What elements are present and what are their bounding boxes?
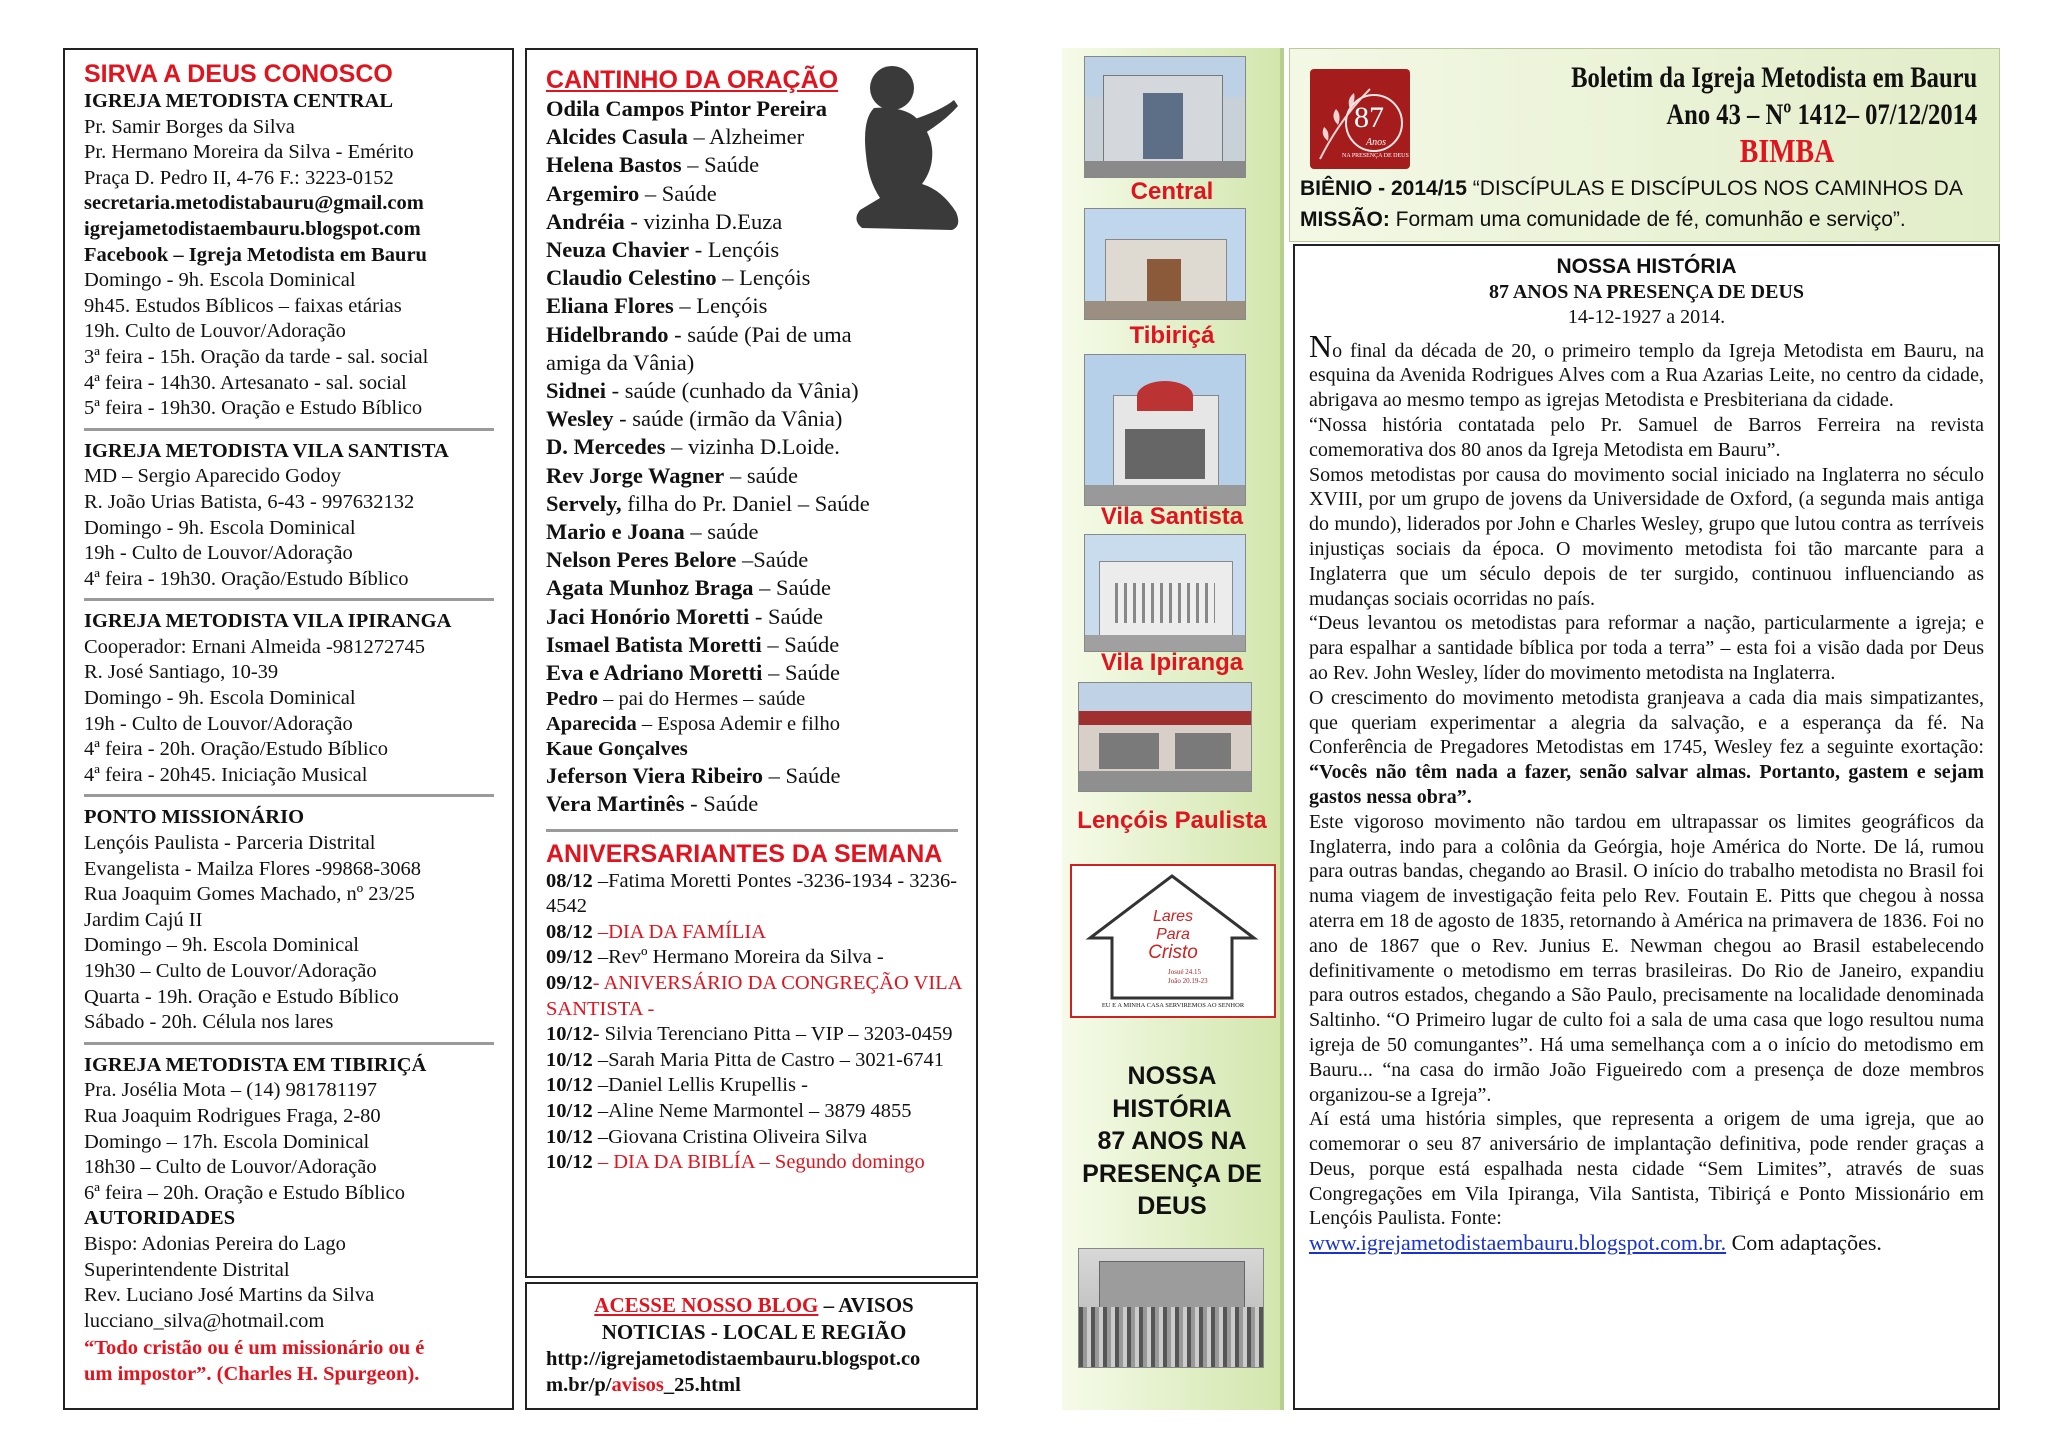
prayer-item	[546, 518, 966, 546]
birthdays-list	[546, 869, 966, 1176]
lares-verse: Josué 24.15	[1168, 968, 1202, 976]
bulletin-issue: Ano 43 – Nº 1412– 07/12/2014	[1666, 98, 1977, 131]
birthday-date: 08/12	[546, 920, 593, 943]
prayer-item	[546, 737, 966, 762]
prayer-item	[546, 790, 966, 818]
bulletin-title-line: Boletim da Igreja Metodista em Bauru	[1570, 61, 1977, 94]
prayer-reason: – Saúde	[639, 180, 717, 206]
central-church-photo	[1084, 56, 1246, 178]
birthday-date: 10/12	[546, 1100, 593, 1123]
blog-url-part: avisos	[611, 1374, 664, 1396]
divider	[84, 598, 494, 601]
prayer-reason: - saúde (irmão da Vânia)	[613, 406, 843, 432]
schedule-line: Domingo - 9h. Escola Dominical	[84, 269, 356, 292]
lencois-label: Lençóis Paulista	[1077, 807, 1267, 834]
tibirica-church-photo	[1084, 208, 1246, 320]
birthday-item	[546, 1022, 966, 1048]
schedule-line: 5ª feira - 19h30. Oração e Estudo Bíblico	[84, 397, 423, 420]
vila-santista-label: Vila Santista	[1100, 503, 1244, 530]
prayer-name: Jaci Honório Moretti	[546, 603, 750, 629]
prayer-reason: – Saúde	[762, 660, 840, 686]
central-line: Praça D. Pedro II, 4-76 F.: 3223-0152	[84, 166, 394, 189]
prayer-name: Aparecida	[546, 713, 637, 736]
ponto-line: Quarta - 19h. Oração e Estudo Bíblico	[84, 985, 399, 1008]
history-text: o final da década de 20, o primeiro templo da Igreja Metodista em Bauru, na esquina da Avenida Rodrigues Alves com a Rua Azarias Leite, no centro da cidade, abrigava ao mesmo tempo as igrejas Metodista e Presbiteriana da cidade.	[1309, 339, 1984, 412]
prayer-reason: –Saúde	[736, 547, 809, 573]
bimba-label: BIMBA	[1739, 133, 1834, 170]
birthday-date: 10/12	[546, 1074, 593, 1097]
prayer-name: Mario e Joana	[546, 519, 685, 545]
ponto-line: Lençóis Paulista - Parceria Distrital	[84, 832, 376, 855]
blog-box	[525, 1282, 978, 1410]
prayer-item	[546, 377, 966, 405]
prayer-title: CANTINHO DA ORAÇÃO	[546, 66, 839, 94]
santista-line: 19h - Culto de Louvor/Adoração	[84, 542, 353, 565]
prayer-item	[546, 546, 966, 574]
santista-line: R. João Urias Batista, 6-43 - 997632132	[84, 490, 415, 513]
birthday-item	[546, 869, 966, 920]
prayer-item	[546, 712, 966, 737]
history-paragraph	[1309, 1107, 1984, 1257]
tibirica-label: Tibiriçá	[1129, 322, 1215, 349]
spurgeon-quote: um impostor”. (Charles H. Spurgeon).	[84, 1362, 420, 1385]
praying-figure-icon	[852, 60, 962, 235]
birthday-text: – DIA DA BIBLÍA – Segundo domingo	[592, 1151, 925, 1174]
prayer-name: Jeferson Viera Ribeiro	[546, 763, 764, 789]
birthday-date: 10/12	[546, 1125, 593, 1148]
blog-noticias: NOTICIAS - LOCAL E REGIÃO	[601, 1320, 907, 1344]
facebook-link[interactable]: Facebook – Igreja Metodista em Bauru	[84, 243, 427, 266]
schedule-line: 4ª feira - 14h30. Artesanato - sal. social	[84, 371, 407, 394]
tibirica-heading: IGREJA METODISTA EM TIBIRIÇÁ	[84, 1053, 427, 1076]
birthday-item	[546, 1048, 966, 1074]
logo-ring-text: NA PRESENÇA DE DEUS	[1342, 153, 1409, 159]
ipiranga-line: Domingo - 9h. Escola Dominical	[84, 687, 356, 710]
source-link[interactable]: www.igrejametodistaembauru.blogspot.com.br.	[1309, 1230, 1727, 1256]
history-paragraph	[1309, 686, 1984, 810]
santista-line: MD – Sergio Aparecido Godoy	[84, 465, 341, 488]
history-paragraph	[1309, 327, 1984, 413]
history-article	[1293, 244, 2000, 1410]
divider	[84, 428, 494, 431]
birthday-item	[546, 1125, 966, 1151]
blog-url-part: m.br/p/	[546, 1374, 612, 1396]
ponto-line: Domingo – 9h. Escola Dominical	[84, 934, 359, 957]
history-text: Aí está uma história simples, que representa a origem de uma igreja, que ao comemorar o seu 87 aniversário de implantação definitiva, pode render graças a Deus, porque está espalhada nesta cidade “Sem Limites”, através de suas Congregações em Vila Ipiranga, Vila Santista, Tibiriçá e Ponto Missionário em Lençóis Paulista. Fonte:	[1309, 1108, 1984, 1230]
divider	[84, 794, 494, 797]
prayer-reason: - Saúde	[749, 603, 824, 629]
prayer-item	[546, 603, 966, 631]
blog-access-link[interactable]: ACESSE NOSSO BLOG	[594, 1293, 819, 1317]
prayer-reason: - vizinha D.Euza	[624, 208, 783, 234]
prayer-name: Nelson Peres Belore	[546, 547, 737, 573]
birthday-item	[546, 971, 966, 1022]
prayer-reason: – vizinha D.Loide.	[665, 434, 840, 460]
prayer-name: Wesley	[546, 406, 614, 432]
prayer-name: Rev Jorge Wagner	[546, 462, 725, 488]
birthday-date: 08/12	[546, 869, 593, 892]
side-title-line: 87 ANOS NA	[1097, 1127, 1247, 1155]
bienio-label: BIÊNIO - 2014/15	[1300, 177, 1467, 200]
prayer-reason: - Saúde	[684, 791, 759, 817]
birthday-item	[546, 945, 966, 971]
87-years-logo	[1310, 69, 1410, 169]
prayer-item	[546, 631, 966, 659]
birthday-text: –DIA DA FAMÍLIA	[592, 920, 767, 943]
email-link[interactable]: secretaria.metodistabauru@gmail.com	[84, 192, 424, 215]
autoridades-heading: AUTORIDADES	[84, 1207, 236, 1230]
side-title-line: NOSSA	[1127, 1062, 1217, 1090]
blog-avisos: – AVISOS	[818, 1293, 914, 1317]
logo-number: 87	[1354, 101, 1384, 134]
prayer-name: Helena Bastos	[546, 152, 682, 178]
side-title-line: HISTÓRIA	[1112, 1094, 1232, 1123]
prayer-name: Eliana Flores	[546, 293, 674, 319]
birthday-date: 10/12	[546, 1048, 593, 1071]
ponto-heading: PONTO MISSIONÁRIO	[84, 806, 305, 829]
ipiranga-line: Cooperador: Ernani Almeida -981272745	[84, 635, 426, 658]
prayer-reason: - saúde (cunhado da Vânia)	[606, 378, 859, 404]
ipiranga-line: 4ª feira - 20h45. Iniciação Musical	[84, 763, 368, 786]
prayer-reason: – saúde	[684, 519, 759, 545]
birthday-item	[546, 1150, 966, 1176]
prayer-reason: – saúde	[724, 462, 799, 488]
bulletin-title	[1571, 59, 1977, 133]
vila-ipiranga-church-photo	[1084, 534, 1246, 652]
prayer-item	[546, 405, 966, 433]
history-text: O crescimento do movimento metodista granjeava a cada dia mais simpatizantes, que queriam experimentar a alegria da salvação, e a esperança da fé. Na Conferência de Pregadores Metodistas em 1745, Wesley fez a seguinte exortação:	[1309, 686, 1984, 759]
prayer-name: Alcides Casula	[546, 124, 688, 150]
autoridades-line: Superintendente Distrital	[84, 1258, 290, 1281]
blog-url-part: _25.html	[663, 1374, 741, 1396]
birthday-text: –Giovana Cristina Oliveira Silva	[592, 1125, 868, 1148]
prayer-item	[546, 462, 966, 490]
schedule-line: 3ª feira - 15h. Oração da tarde - sal. social	[84, 345, 429, 368]
prayer-item	[546, 236, 966, 264]
bulletin-header	[1289, 48, 2000, 242]
bienio-motto	[1300, 173, 1990, 235]
services-title: SIRVA A DEUS CONOSCO	[84, 60, 393, 88]
history-paragraph: “Nossa história contatada pelo Pr. Samuel de Barros Ferreira na revista comemorativa dos 80 anos da Igreja Metodista em Bauru”.	[1309, 413, 1984, 461]
prayer-item	[546, 433, 966, 461]
central-line: Pr. Samir Borges da Silva	[84, 115, 295, 138]
blog-url[interactable]	[546, 1346, 970, 1398]
autoridades-line: lucciano_silva@hotmail.com	[84, 1309, 325, 1332]
side-title-line: DEUS	[1137, 1192, 1207, 1220]
prayer-name: Vera Martinês	[546, 791, 685, 817]
history-text: Com adaptações.	[1726, 1230, 1882, 1256]
prayer-name: Ismael Batista Moretti	[546, 631, 762, 657]
prayer-reason: – pai do Hermes – saúde	[598, 688, 806, 711]
ipiranga-line: R. José Santiago, 10-39	[84, 661, 279, 684]
prayer-item	[546, 264, 966, 292]
lares-verse: João 20.19-23	[1168, 977, 1208, 985]
wesley-quote: “Vocês não têm nada a fazer, senão salvar almas. Portanto, gastem e sejam gastos nessa obra”.	[1309, 761, 1984, 808]
santista-line: Domingo - 9h. Escola Dominical	[84, 516, 356, 539]
vila-santista-church-photo	[1084, 354, 1246, 506]
birthdays-title: ANIVERSARIANTES DA SEMANA	[546, 839, 943, 868]
ipiranga-line: 4ª feira - 20h. Oração/Estudo Bíblico	[84, 738, 388, 761]
birthday-text: –Aline Neme Marmontel – 3879 4855	[592, 1100, 912, 1123]
ponto-line: 19h30 – Culto de Louvor/Adoração	[84, 960, 377, 982]
birthday-text: - ANIVERSÁRIO DA CONGREÇÃO VILA SANTISTA -	[546, 972, 962, 1020]
birthday-text: –Revº Hermano Moreira da Silva -	[592, 946, 884, 969]
missao-label: MISSÃO:	[1300, 208, 1390, 231]
history-paragraph: Este vigoroso movimento não tardou em ultrapassar os limites geográficos da Inglaterra, indo para a colônia da Geórgia, hoje América do Norte. De lá, rumou para outras bandas, chegando ao Brasil. O início do trabalho metodista no Brasil foi numa viagem de investigação feita pelo Rev. Foutain E. Pitts que chegou à nossa aterra em 18 de agosto de 1835, retornando à América na primavera de 1836. Foi no ano de 1867 que o Rev. Junius E. Newman chegou ao Brasil estabelecendo definitivamente o metodismo em terras brasileiras. Do Rio de Janeiro, expandiu para outros estados, chegando a São Paulo, precisamente na localidade denominada Saltinho. “O Primeiro lugar de culto foi a sala de uma casa que logo resultou numa igreja de 50 comungantes”. Há uma semelhança com a o início do metodismo em Bauru... “na casa do irmão João Figueiredo com a presença de doze membros organizou-se a Igreja”.	[1309, 810, 1984, 1106]
side-history-title	[1062, 1060, 1282, 1223]
history-dates: 14-12-1927 a 2014.	[1567, 305, 1726, 328]
prayer-reason: – Lençóis	[673, 293, 768, 319]
prayer-name: Odila Campos Pintor Pereira	[546, 96, 828, 121]
lencois-church-photo	[1078, 682, 1252, 792]
ponto-line: Sábado - 20h. Célula nos lares	[84, 1011, 334, 1034]
birthday-date: 09/12	[546, 972, 593, 995]
birthday-date: 09/12	[546, 946, 593, 969]
autoridades-line: Rev. Luciano José Martins da Silva	[84, 1284, 375, 1307]
birthday-item	[546, 920, 966, 946]
central-line: Pr. Hermano Moreira da Silva - Emérito	[84, 141, 414, 164]
birthday-date: 10/12	[546, 1151, 593, 1174]
tibirica-line: Domingo – 17h. Escola Dominical	[84, 1130, 370, 1153]
lares-word: Cristo	[1148, 942, 1198, 963]
prayer-name: Sidnei	[546, 378, 607, 404]
birthday-text: - Silvia Terenciano Pitta – VIP – 3203-0459	[592, 1023, 953, 1046]
prayer-name: Neuza Chavier	[546, 237, 690, 263]
ponto-line: Jardim Cajú II	[84, 908, 203, 931]
ipiranga-heading: IGREJA METODISTA VILA IPIRANGA	[84, 610, 452, 633]
prayer-reason: – Saúde	[763, 763, 841, 789]
divider	[546, 829, 958, 832]
autoridades-line: Bispo: Adonias Pereira do Lago	[84, 1232, 346, 1255]
prayer-item	[546, 687, 966, 712]
prayer-reason: – Esposa Ademir e filho	[636, 713, 840, 736]
prayer-name: Claudio Celestino	[546, 265, 717, 291]
history-paragraph: “Deus levantou os metodistas para reformar a nação, particularmente a igreja; e para espalhar a santidade bíblica por toda a terra” – esta foi a visão dada por Deus ao Rev. John Wesley, líder do movimento metodista na Inglaterra.	[1309, 612, 1984, 684]
history-subtitle: 87 ANOS NA PRESENÇA DE DEUS	[1488, 281, 1805, 303]
birthday-item	[546, 1099, 966, 1125]
prayer-reason: filha do Pr. Daniel – Saúde	[621, 490, 870, 516]
photo-strip	[1062, 48, 1284, 1410]
central-heading: IGREJA METODISTA CENTRAL	[84, 90, 394, 112]
prayer-name: Andréia	[546, 208, 625, 234]
birthday-date: 10/12	[546, 1023, 593, 1046]
tibirica-line: Rua Joaquim Rodrigues Fraga, 2-80	[84, 1104, 381, 1127]
prayer-reason: – Lençóis	[716, 265, 811, 291]
schedule-line: 19h. Culto de Louvor/Adoração	[84, 320, 346, 343]
prayer-name: Eva e Adriano Moretti	[546, 660, 763, 686]
lares-footer: EU E A MINHA CASA SERVIREMOS AO SENHOR	[1101, 1002, 1245, 1009]
vila-ipiranga-label: Vila Ipiranga	[1100, 649, 1244, 676]
prayer-item	[546, 292, 966, 320]
logo-sub: Anos	[1366, 137, 1386, 148]
birthday-text: –Sarah Maria Pitta de Castro – 3021-6741	[592, 1048, 944, 1071]
birthday-text: –Fatima Moretti Pontes -3236-1934 - 3236-4542	[546, 869, 958, 918]
spurgeon-quote: “Todo cristão ou é um missionário ou é	[84, 1337, 425, 1360]
prayer-name: Agata Munhoz Braga	[546, 575, 754, 601]
prayer-name: Hidelbrando	[546, 321, 669, 347]
side-title-line: PRESENÇA DE	[1082, 1159, 1262, 1188]
birthday-text: –Daniel Lellis Krupellis -	[592, 1074, 808, 1097]
prayer-reason: - Lençóis	[689, 237, 780, 263]
prayer-reason: – Saúde	[681, 152, 760, 178]
drop-cap: N	[1309, 327, 1333, 364]
prayer-item	[546, 762, 966, 790]
schedule-line: 9h45. Estudos Bíblicos – faixas etárias	[84, 294, 402, 317]
blog-link[interactable]: igrejametodistaembauru.blogspot.com	[84, 217, 421, 240]
prayer-column	[525, 48, 978, 1278]
prayer-item	[546, 574, 966, 602]
history-title: NOSSA HISTÓRIA	[1556, 255, 1737, 278]
ipiranga-line: 19h - Culto de Louvor/Adoração	[84, 712, 353, 735]
tibirica-line: Pra. Josélia Mota – (14) 981781197	[84, 1079, 378, 1102]
central-label: Central	[1130, 178, 1214, 205]
lares-para-cristo-logo	[1070, 864, 1276, 1018]
historic-church-photo	[1078, 1248, 1264, 1368]
history-paragraph: Somos metodistas por causa do movimento social iniciado na Inglaterra no século XVIII, por um grupo de jovens da Universidade de Oxford, (a segunda mais antiga do mundo), liderados por John e Charles Wesley, grupo que lutou contra as terríveis injustiças sociais da época. O movimento metodista foi tão marcante para a Inglaterra que um século depois de ter surgido, continuou influenciando as mudanças sociais ocorridas no país.	[1309, 463, 1984, 610]
prayer-reason: – Alzheimer	[687, 124, 805, 150]
prayer-name: D. Mercedes	[546, 434, 666, 460]
missao-text: Formam uma comunidade de fé, comunhão e serviço”.	[1389, 208, 1906, 231]
prayer-name: Pedro	[546, 688, 599, 711]
prayer-item	[546, 321, 966, 377]
prayer-name: Servely,	[546, 490, 622, 516]
prayer-name: Argemiro	[546, 180, 640, 206]
lares-word: Lares	[1152, 908, 1194, 925]
tibirica-line: 6ª feira – 20h. Oração e Estudo Bíblico	[84, 1181, 406, 1204]
divider	[84, 1042, 494, 1045]
prayer-item	[546, 659, 966, 687]
prayer-item	[546, 490, 966, 518]
bienio-text: “DISCÍPULAS E DISCÍPULOS NOS CAMINHOS DA	[1466, 177, 1963, 200]
birthday-item	[546, 1073, 966, 1099]
prayer-reason: – Saúde	[761, 631, 840, 657]
ponto-line: Evangelista - Mailza Flores -99868-3068	[84, 857, 422, 880]
prayer-name: Kaue Gonçalves	[546, 738, 688, 761]
prayer-reason: - saúde (Pai de uma amiga da Vânia)	[546, 321, 852, 375]
lares-word: Para	[1156, 926, 1190, 943]
santista-heading: IGREJA METODISTA VILA SANTISTA	[84, 439, 449, 462]
ponto-line: Rua Joaquim Gomes Machado, nº 23/25	[84, 883, 415, 906]
services-column	[63, 48, 514, 1410]
tibirica-line: 18h30 – Culto de Louvor/Adoração	[84, 1156, 377, 1179]
prayer-reason: – Saúde	[753, 575, 831, 601]
blog-url-part: http://igrejametodistaembauru.blogspot.co	[546, 1348, 921, 1370]
santista-line: 4ª feira - 19h30. Oração/Estudo Bíblico	[84, 567, 409, 590]
